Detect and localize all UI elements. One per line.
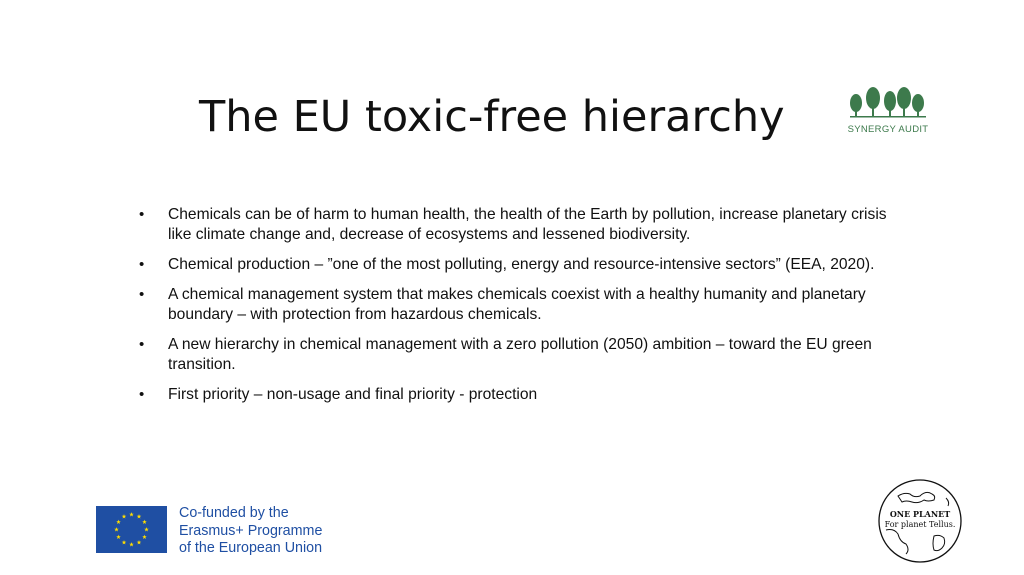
eu-cofunded-text: Co-funded by the Erasmus+ Programme of the European Union [179,505,323,556]
bullet-symbol: • [139,386,145,403]
eu-flag-icon [96,506,167,553]
one-planet-subtitle: For planet Tellus. [884,520,956,529]
bullet-item: • Chemical production – ”one of the most polluting, energy and resource-intensive sectors” (EEA, 2020). [139,256,875,273]
one-planet-title: ONE PLANET [889,509,951,519]
synergy-audit-label: SYNERGY AUDIT [847,124,929,135]
bullet-symbol: • [139,286,145,303]
slide-title: The EU toxic-free hierarchy [199,92,785,142]
bullet-symbol: • [139,206,145,223]
bullet-item: • Chemicals can be of harm to human health, the health of the Earth by pollution, increase planetary crisis like climate change and, decrease of ecosystems and lessened biodiversity. [139,206,887,243]
bullet-symbol: • [139,256,145,273]
bullet-item: • A chemical management system that makes chemicals coexist with a healthy humanity and planetary boundary – with protection from hazardous chemicals. [139,286,866,323]
bullet-symbol: • [139,336,145,353]
bullet-item: • First priority – non-usage and final priority - protection [139,386,538,403]
bullet-list [139,205,899,415]
bullet-item: • A new hierarchy in chemical management with a zero pollution (2050) ambition – toward the EU green transition. [139,336,872,373]
